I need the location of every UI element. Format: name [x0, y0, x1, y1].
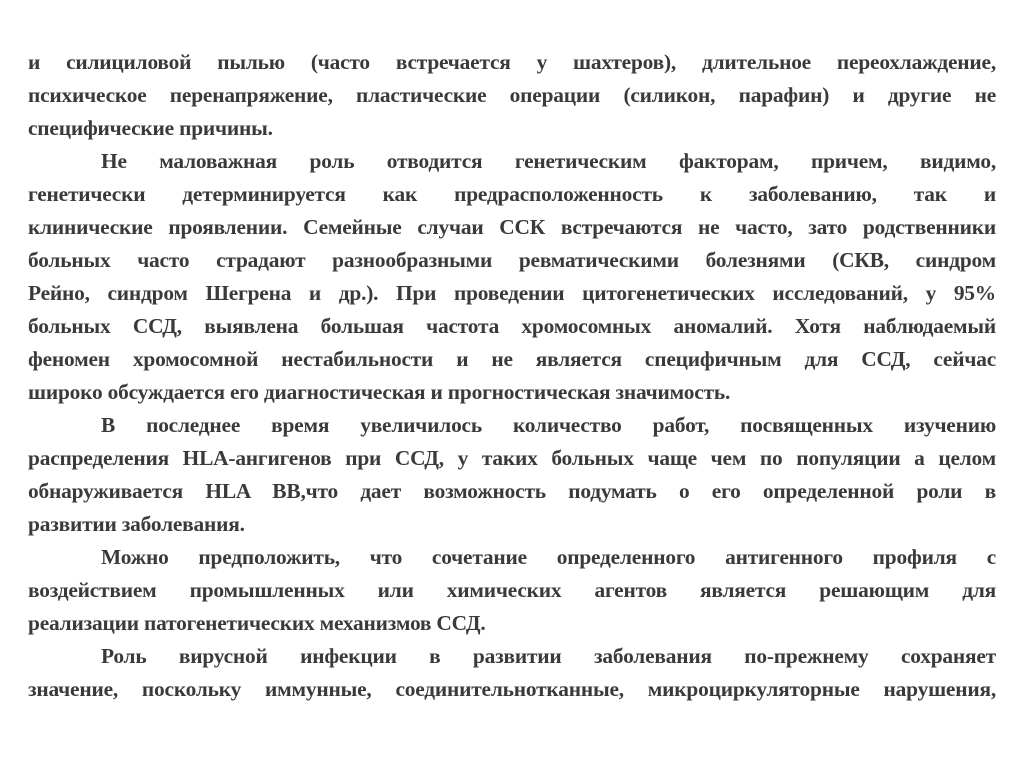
- text-line: генетически детерминируется как предрасположенность к заболеванию, так и: [28, 182, 996, 206]
- text-line: В последнее время увеличилось количество работ, посвященных изучению: [101, 413, 996, 437]
- text-line: психическое перенапряжение, пластические операции (силикон, парафин) и другие не: [28, 83, 996, 107]
- text-line: клинические проявлении. Семейные случаи ССК встречаются не часто, зато родственники: [28, 215, 996, 239]
- text-line: воздействием промышленных или химических агентов является решающим для: [28, 578, 996, 602]
- text-line: больных ССД, выявлена большая частота хромосомных аномалий. Хотя наблюдаемый: [28, 314, 996, 338]
- paragraph-4: [28, 541, 996, 640]
- paragraph-5: [28, 640, 996, 706]
- text-line: феномен хромосомной нестабильности и не является специфичным для ССД, сейчас: [28, 347, 996, 371]
- paragraph-1: [28, 46, 996, 145]
- text-line: больных часто страдают разнообразными ревматическими болезнями (СКВ, синдром: [28, 248, 996, 272]
- paragraph-2: [28, 145, 996, 409]
- text-line: Рейно, синдром Шегрена и др.). При проведении цитогенетических исследований, у 95%: [28, 281, 996, 305]
- text-line: обнаруживается HLA BB,что дает возможность подумать о его определенной роли в: [28, 479, 996, 503]
- text-line: Можно предположить, что сочетание определенного антигенного профиля с: [101, 545, 996, 569]
- paragraph-3: [28, 409, 996, 541]
- text-line: специфические причины.: [28, 116, 273, 140]
- text-line: развитии заболевания.: [28, 512, 245, 536]
- text-line: широко обсуждается его диагностическая и прогностическая значимость.: [28, 380, 731, 404]
- text-line: реализации патогенетических механизмов ССД.: [28, 611, 486, 635]
- text-line: Роль вирусной инфекции в развитии заболевания по-прежнему сохраняет: [101, 644, 996, 668]
- text-line: распределения HLA-ангигенов при ССД, у таких больных чаще чем по популяции а целом: [28, 446, 996, 470]
- text-line: и силициловой пылью (часто встречается у шахтеров), длительное переохлаждение,: [28, 50, 996, 74]
- text-line: Не маловажная роль отводится генетическим факторам, причем, видимо,: [101, 149, 996, 173]
- text-line: значение, поскольку иммунные, соединительнотканные, микроциркуляторные нарушения,: [28, 677, 996, 701]
- document-page: [28, 46, 996, 706]
